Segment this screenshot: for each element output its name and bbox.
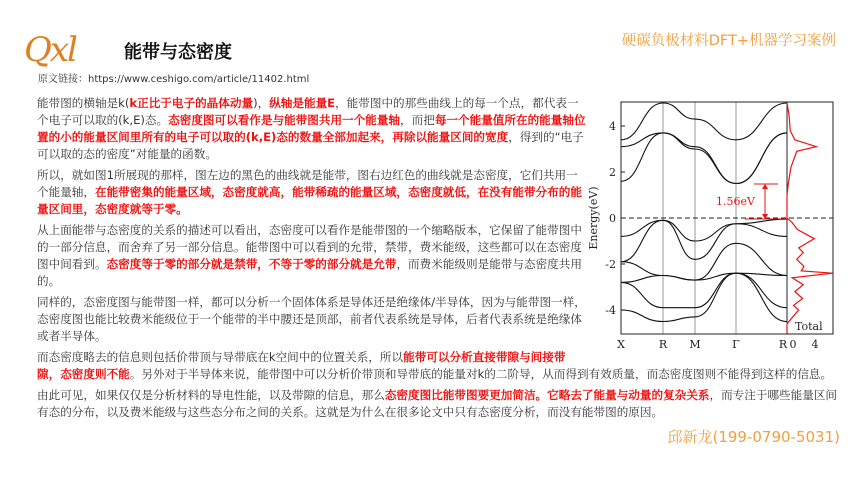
body-text: 。另外对于半导体来说，能带图中可以分析价带顶和导带底的能量对k的二阶导，从而得到有效质量，而态密度图则不能得到这样的信息。: [129, 367, 833, 381]
highlighted-text: 能带可以分析直接带隙与间接带隙，态密度则不能: [37, 350, 566, 381]
highlighted-text: 每一个能量值所在的能量轴位置的小的能量区间里所有的电子可以取的(k,E)态的数量全部加起来，再除以能量区间的宽度: [37, 113, 586, 144]
y-tick-label: -2: [605, 258, 616, 271]
body-text: ，而专注于哪些能量区间有态的分布，以及费米能级与这些态分布之间的关系。这就是为什么在很多论文中只有态密度分析，而没有能带图的原因。: [37, 388, 838, 419]
body-text: 而态密度略去的信息则包括价带顶与导带底在k空间中的位置关系，所以: [37, 350, 404, 364]
body-text: 能带图的横轴是k(: [37, 96, 130, 110]
source-link[interactable]: 原文链接：https://www.ceshigo.com/article/11402.html: [38, 74, 310, 85]
y-tick-label: 0: [609, 212, 616, 225]
y-axis-label: Energy(eV): [587, 186, 600, 250]
k-point-label: R: [658, 338, 668, 351]
k-point-label: Γ: [732, 338, 740, 351]
body-text: 从上面能带与态密度的关系的描述可以看出，态密度可以看作是能带图的一个缩略版本，它保留了能带图中的一部分信息，而舍弃了另一部分信息。能带图中可以看到的允带，禁带，费米能级，这些都可以在态密度图中间看到。: [37, 223, 582, 271]
body-text: ，能带图中的那些曲线上的每一个点，都代表一个电子可以取的(k,E)态。: [37, 96, 579, 127]
body-text: ，而把: [400, 113, 435, 127]
dos-tick-label: 4: [811, 338, 819, 351]
highlighted-text: 在能带密集的能量区域，态密度就高，能带稀疏的能量区域，态密度就低，在没有能带分布的能量区间里，态密度就等于零。: [37, 185, 582, 216]
body-text: 同样的，态密度图与能带图一样，都可以分析一个固体体系是导体还是绝缘体/半导体，因为与能带图一样，态密度图也能比较费米能级位于一个能带的半中腰还是顶部，前者代表系统是导体，后者代表系统是绝缘体或者半导体。: [37, 295, 586, 343]
k-point-label: R: [778, 338, 788, 351]
page-title: 能带与态密度: [124, 42, 232, 63]
highlighted-text: k正比于电子的晶体动量: [129, 96, 254, 110]
body-text: ，得到的“电子可以取的态的密度”对能量的函数。: [37, 130, 584, 161]
highlighted-text: 态密度等于零的部分就是禁带，不等于零的部分就是允带: [106, 257, 397, 271]
k-point-label: M: [689, 338, 701, 351]
author-contact: 邱新龙(199-0790-5031): [667, 428, 840, 446]
paragraph: [37, 349, 840, 383]
y-tick-label: -4: [605, 304, 616, 317]
logo: Qxl: [24, 30, 76, 70]
body-text: 所以，就如图1所展现的那样，图左边的黑色的曲线就是能带，图右边红色的曲线就是态密度，它们共用一个能量轴，: [37, 168, 578, 199]
figure-space: [588, 95, 840, 353]
body-text: 由此可见，如果仅仅是分析材料的导电性能，以及带隙的信息，那么: [37, 388, 385, 402]
highlighted-text: 态密度图可以看作是与能带图共用一个能量轴: [168, 113, 401, 127]
series-subtitle: 硬碳负极材料DFT+机器学习案例: [621, 33, 836, 49]
y-tick-label: 2: [609, 166, 616, 179]
highlighted-text: 纵轴是能量E: [269, 96, 336, 110]
body-text: ，而费米能级则是能带与态密度共用的。: [37, 257, 582, 288]
gap-label: 1.56eV: [716, 195, 755, 208]
body-text: )，: [253, 96, 270, 110]
article-body: [37, 95, 840, 447]
dos-total-label: Total: [795, 320, 823, 333]
k-point-label: X: [617, 338, 625, 351]
highlighted-text: 态密度图比能带图要更加简洁。它略去了能量与动量的复杂关系: [384, 388, 710, 402]
y-tick-label: 4: [609, 120, 616, 133]
paragraph: [37, 387, 840, 421]
dos-tick-label: 0: [789, 338, 797, 351]
